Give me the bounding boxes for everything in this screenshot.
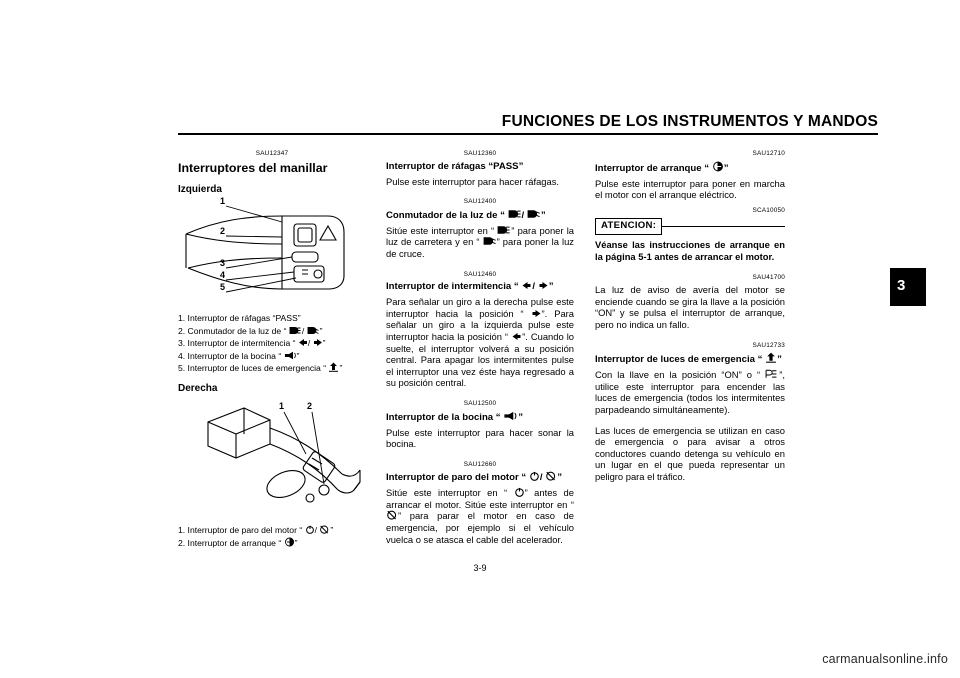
block-body: Pulse este interruptor para hacer sonar la bocina. bbox=[386, 426, 574, 450]
doc-code: SAU12400 bbox=[463, 198, 497, 206]
svg-text:4: 4 bbox=[220, 270, 226, 280]
block-heading: Interruptor de paro del motor “ / ” bbox=[386, 472, 562, 484]
svg-text:2: 2 bbox=[220, 226, 226, 236]
block-heading: Interruptor de ráfagas “PASS” bbox=[386, 160, 524, 172]
doc-code: SAU12733 bbox=[752, 341, 785, 349]
block-body: Pulse este interruptor para hacer ráfagas. bbox=[386, 175, 560, 187]
chapter-tab bbox=[890, 268, 926, 306]
block-body: Para señalar un giro a la derecha pulse este interruptor hacia la posición “ ”. Para señalar un giro a la izquierda pulse este interruptor hacia la posición “ ”. Cuando lo suelte, el interruptor volverá a su posición central. Para apagar los intermitentes pulse el interruptor una vez éste haya regresado a su posición central. bbox=[386, 296, 574, 389]
section-heading: Interruptores del manillar bbox=[178, 160, 328, 175]
caution-label: ATENCION: bbox=[595, 218, 662, 235]
block-body: Sitúe este interruptor en “ ” antes de arrancar el motor. Sitúe este interruptor en “ ” para parar el motor en caso de emergencia, por ejemplo si el vehículo vuelca o se atasca el cable del acelerador. bbox=[386, 487, 574, 545]
doc-code: SAU12360 bbox=[463, 150, 497, 157]
caution-header bbox=[595, 218, 785, 235]
doc-code: SCA10050 bbox=[752, 206, 785, 214]
block-body-2: Las luces de emergencia se utilizan en caso de emergencia o para avisar a otros conductores cuando detenga su vehículo en un lugar en el que pueda representar un peligro para el tráfico. bbox=[595, 424, 785, 482]
subheading-left: Izquierda bbox=[178, 183, 222, 195]
figure-right-handlebar-switch bbox=[178, 398, 373, 516]
legend-item-5: 5. Interruptor de luces de emergencia “ ” bbox=[178, 363, 343, 374]
block-body: Con la llave en la posición “ON” o “ ”, utilice este interruptor para encender las luces de emergencia (todos los intermitentes parpadeando simultáneamente). bbox=[595, 369, 785, 415]
legend-item-1: 1. Interruptor de ráfagas “PASS” bbox=[178, 313, 301, 323]
doc-code: SAU12660 bbox=[463, 460, 497, 468]
legend-item-right-2: 2. Interruptor de arranque “ ” bbox=[178, 537, 298, 548]
svg-text:1: 1 bbox=[279, 401, 285, 411]
svg-text:2: 2 bbox=[307, 401, 313, 411]
watermark: carmanualsonline.info bbox=[822, 652, 948, 666]
doc-code: SAU12500 bbox=[463, 399, 497, 407]
block-heading: Interruptor de intermitencia “ / ” bbox=[386, 281, 554, 293]
legend-item-right-1: 1. Interruptor de paro del motor “ / ” bbox=[178, 525, 334, 535]
legend-item-4: 4. Interruptor de la bocina “ ” bbox=[178, 350, 300, 361]
column-middle bbox=[386, 148, 574, 554]
page-number: 3-9 bbox=[473, 563, 487, 573]
svg-text:3: 3 bbox=[220, 258, 226, 268]
column-right bbox=[595, 148, 785, 491]
doc-code: SAU12710 bbox=[752, 150, 785, 157]
legend-right bbox=[178, 524, 378, 549]
doc-code: SAU12460 bbox=[463, 270, 497, 278]
block-body: Pulse este interruptor para poner en marcha el motor con el arranque eléctrico. bbox=[595, 177, 785, 201]
legend-item-2: 2. Conmutador de la luz de “ / ” bbox=[178, 325, 323, 336]
block-heading: Interruptor de la bocina “ ” bbox=[386, 411, 524, 423]
header-divider bbox=[178, 133, 878, 135]
page-title: FUNCIONES DE LOS INSTRUMENTOS Y MANDOS bbox=[501, 113, 878, 130]
caution-text: Véanse las instrucciones de arranque en la página 5-1 antes de arrancar el motor. bbox=[595, 239, 785, 262]
doc-code: SAU12347 bbox=[255, 150, 289, 157]
legend-item-3: 3. Interruptor de intermitencia “ / ” bbox=[178, 338, 326, 349]
legend-left bbox=[178, 312, 378, 375]
block-body: La luz de aviso de avería del motor se enciende cuando se gira la llave a la posición “ON” y se pulsa el interruptor de arranque, pero no indica un fallo. bbox=[595, 284, 785, 330]
chapter-tab-number: 3 bbox=[897, 277, 906, 294]
block-heading: Interruptor de luces de emergencia “ ” bbox=[595, 354, 782, 366]
svg-text:1: 1 bbox=[220, 196, 226, 206]
subheading-right: Derecha bbox=[178, 383, 218, 394]
figure-left-handlebar-switch bbox=[178, 192, 368, 302]
block-heading: Interruptor de arranque “ ” bbox=[595, 162, 729, 174]
doc-code: SAU41700 bbox=[752, 273, 785, 281]
block-heading: Conmutador de la luz de “ / ” bbox=[386, 209, 546, 221]
svg-text:5: 5 bbox=[220, 282, 226, 292]
block-body: Sitúe este interruptor en “ ” para poner la luz de carretera y en “ ” para poner la luz de cruce. bbox=[386, 224, 574, 259]
